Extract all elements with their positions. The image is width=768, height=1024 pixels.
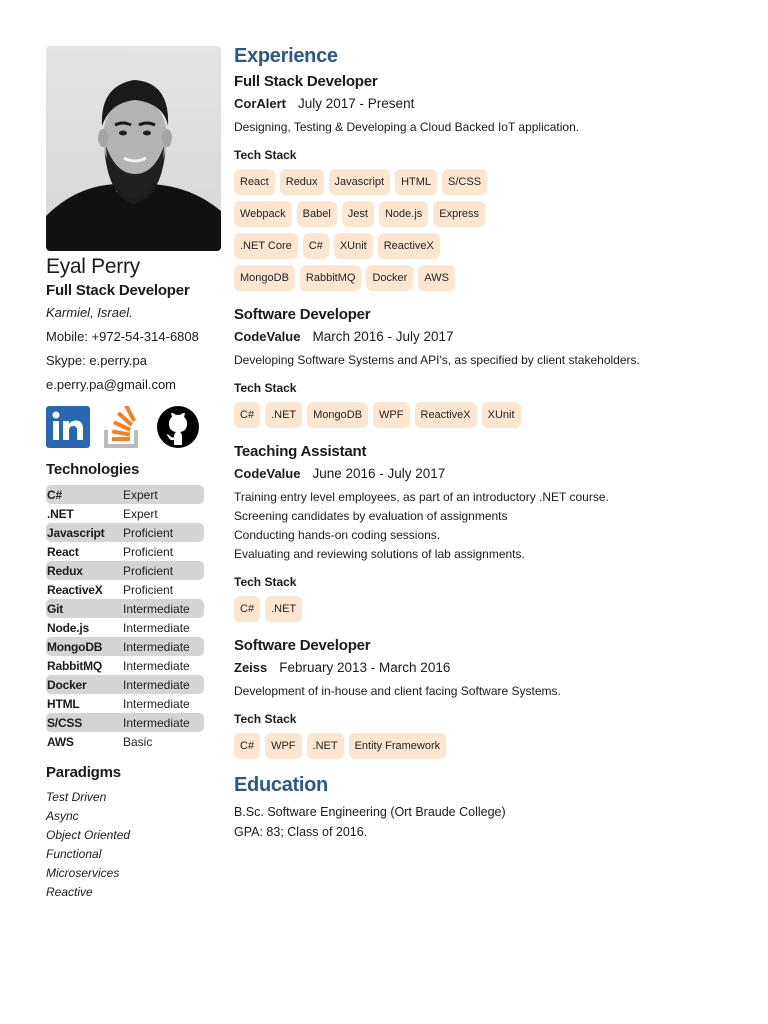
tech-level: Intermediate bbox=[123, 715, 190, 730]
tech-name: AWS bbox=[47, 734, 74, 749]
tech-tag: Webpack bbox=[234, 201, 292, 227]
tech-stack-tags bbox=[234, 402, 654, 428]
tech-tag: ReactiveX bbox=[415, 402, 477, 428]
job-dates: June 2016 - July 2017 bbox=[312, 466, 446, 481]
technologies-heading: Technologies bbox=[46, 461, 140, 478]
tech-tag: ReactiveX bbox=[378, 233, 440, 259]
job-company: CodeValue bbox=[234, 329, 301, 344]
tech-name: ReactiveX bbox=[47, 582, 103, 597]
tech-row bbox=[46, 542, 204, 561]
tech-row bbox=[46, 599, 204, 618]
job-description-line: Evaluating and reviewing solutions of lab assignments. bbox=[234, 547, 525, 561]
paradigm-item: Object Oriented bbox=[46, 828, 131, 842]
paradigm-item: Reactive bbox=[46, 885, 93, 899]
tech-level: Intermediate bbox=[123, 601, 190, 616]
linkedin-icon[interactable] bbox=[46, 406, 90, 448]
job-company: CodeValue bbox=[234, 466, 301, 481]
tech-level: Intermediate bbox=[123, 677, 190, 692]
tech-tag: S/CSS bbox=[442, 169, 487, 195]
tech-row bbox=[46, 580, 204, 599]
sidebar bbox=[46, 46, 222, 902]
job-meta bbox=[234, 464, 734, 484]
job-title: Software Developer bbox=[234, 306, 371, 323]
tech-tag: XUnit bbox=[482, 402, 521, 428]
tech-row bbox=[46, 504, 204, 523]
job-meta bbox=[234, 658, 734, 678]
tech-tag: .NET bbox=[307, 733, 344, 759]
tech-level: Proficient bbox=[123, 544, 174, 559]
tech-level: Proficient bbox=[123, 525, 174, 540]
tech-name: S/CSS bbox=[47, 715, 83, 730]
social-links bbox=[46, 406, 222, 448]
tech-stack-label: Tech Stack bbox=[234, 712, 297, 726]
education-gpa: GPA: 83; Class of 2016. bbox=[234, 825, 368, 839]
job-description-line: Training entry level employees, as part of an introductory .NET course. bbox=[234, 490, 609, 504]
job-meta bbox=[234, 327, 734, 347]
portrait-illustration bbox=[46, 46, 221, 251]
job-title: Teaching Assistant bbox=[234, 443, 367, 460]
tech-row bbox=[46, 561, 204, 580]
tech-tag: WPF bbox=[373, 402, 409, 428]
paradigm-item: Async bbox=[46, 809, 79, 823]
tech-name: Git bbox=[47, 601, 64, 616]
tech-name: Docker bbox=[47, 677, 87, 692]
contact-skype: Skype: e.perry.pa bbox=[46, 353, 147, 368]
stackoverflow-icon[interactable] bbox=[101, 406, 145, 448]
tech-tag: .NET Core bbox=[234, 233, 298, 259]
experience-heading: Experience bbox=[234, 45, 338, 67]
tech-name: React bbox=[47, 544, 79, 559]
job-entry bbox=[234, 636, 734, 759]
job-description-line: Development of in-house and client facing Software Systems. bbox=[234, 684, 561, 698]
paradigms-list bbox=[46, 788, 222, 902]
tech-tag: RabbitMQ bbox=[300, 265, 362, 291]
tech-tag: Node.js bbox=[379, 201, 428, 227]
tech-level: Expert bbox=[123, 487, 158, 502]
tech-level: Intermediate bbox=[123, 620, 190, 635]
job-entry bbox=[234, 442, 734, 622]
paradigms-heading: Paradigms bbox=[46, 764, 121, 781]
tech-name: Redux bbox=[47, 563, 83, 578]
tech-level: Proficient bbox=[123, 563, 174, 578]
job-company: CorAlert bbox=[234, 96, 287, 111]
job-entry bbox=[234, 72, 734, 291]
tech-name: .NET bbox=[47, 506, 74, 521]
tech-name: Javascript bbox=[47, 525, 105, 540]
profile-name: Eyal Perry bbox=[46, 255, 140, 278]
job-dates: March 2016 - July 2017 bbox=[312, 329, 454, 344]
tech-tag: C# bbox=[234, 596, 260, 622]
job-company: Zeiss bbox=[234, 660, 268, 675]
tech-tag: C# bbox=[303, 233, 329, 259]
tech-stack-tags bbox=[234, 733, 494, 759]
contact-mobile: Mobile: +972-54-314-6808 bbox=[46, 329, 199, 344]
profile-location: Karmiel, Israel. bbox=[46, 305, 133, 320]
tech-tag: AWS bbox=[418, 265, 455, 291]
tech-tag: MongoDB bbox=[234, 265, 295, 291]
tech-tag: XUnit bbox=[334, 233, 373, 259]
tech-tag: Entity Framework bbox=[349, 733, 447, 759]
profile-role: Full Stack Developer bbox=[46, 282, 190, 299]
tech-name: C# bbox=[47, 487, 62, 502]
tech-level: Expert bbox=[123, 506, 158, 521]
job-dates: February 2013 - March 2016 bbox=[279, 660, 451, 675]
tech-tag: .NET bbox=[265, 596, 302, 622]
contact-email[interactable]: e.perry.pa@gmail.com bbox=[46, 377, 176, 392]
tech-level: Basic bbox=[123, 734, 153, 749]
tech-level: Intermediate bbox=[123, 658, 190, 673]
job-description-line: Developing Software Systems and API's, as specified by client stakeholders. bbox=[234, 353, 640, 367]
profile-photo bbox=[46, 46, 221, 251]
job-dates: July 2017 - Present bbox=[298, 96, 415, 111]
job-title: Full Stack Developer bbox=[234, 73, 378, 90]
tech-tag: Babel bbox=[297, 201, 337, 227]
tech-name: MongoDB bbox=[47, 639, 103, 654]
job-title: Software Developer bbox=[234, 637, 371, 654]
tech-level: Intermediate bbox=[123, 696, 190, 711]
tech-name: RabbitMQ bbox=[47, 658, 103, 673]
tech-stack-label: Tech Stack bbox=[234, 381, 297, 395]
job-description-line: Designing, Testing & Developing a Cloud Backed IoT application. bbox=[234, 120, 580, 134]
tech-stack-label: Tech Stack bbox=[234, 148, 297, 162]
tech-row bbox=[46, 656, 204, 675]
tech-row bbox=[46, 694, 204, 713]
tech-tag: Jest bbox=[342, 201, 374, 227]
tech-tag: Javascript bbox=[329, 169, 391, 195]
education-degree: B.Sc. Software Engineering (Ort Braude College) bbox=[234, 805, 506, 819]
paradigm-item: Functional bbox=[46, 847, 102, 861]
paradigm-item: Microservices bbox=[46, 866, 120, 880]
main-content bbox=[234, 44, 734, 842]
tech-name: Node.js bbox=[47, 620, 89, 635]
tech-stack-tags bbox=[234, 596, 494, 622]
tech-tag: Redux bbox=[280, 169, 324, 195]
tech-tag: HTML bbox=[395, 169, 437, 195]
tech-row bbox=[46, 675, 204, 694]
tech-tag: Express bbox=[433, 201, 485, 227]
paradigm-item: Test Driven bbox=[46, 790, 107, 804]
tech-tag: React bbox=[234, 169, 275, 195]
education-heading: Education bbox=[234, 774, 328, 796]
tech-tag: .NET bbox=[265, 402, 302, 428]
job-entry bbox=[234, 305, 734, 428]
job-description-line: Conducting hands-on coding sessions. bbox=[234, 528, 441, 542]
tech-level: Intermediate bbox=[123, 639, 190, 654]
tech-row bbox=[46, 732, 204, 751]
tech-row bbox=[46, 637, 204, 656]
tech-tag: WPF bbox=[265, 733, 301, 759]
tech-row bbox=[46, 618, 204, 637]
tech-tag: C# bbox=[234, 402, 260, 428]
tech-tag: Docker bbox=[366, 265, 413, 291]
tech-row bbox=[46, 713, 204, 732]
technologies-table bbox=[46, 485, 204, 751]
github-icon[interactable] bbox=[156, 406, 200, 448]
job-description-line: Screening candidates by evaluation of assignments bbox=[234, 509, 508, 523]
tech-level: Proficient bbox=[123, 582, 174, 597]
tech-row bbox=[46, 523, 204, 542]
tech-stack-label: Tech Stack bbox=[234, 575, 297, 589]
tech-tag: C# bbox=[234, 733, 260, 759]
tech-row bbox=[46, 485, 204, 504]
job-meta bbox=[234, 94, 734, 114]
tech-tag: MongoDB bbox=[307, 402, 368, 428]
tech-stack-tags bbox=[234, 169, 494, 291]
tech-name: HTML bbox=[47, 696, 80, 711]
